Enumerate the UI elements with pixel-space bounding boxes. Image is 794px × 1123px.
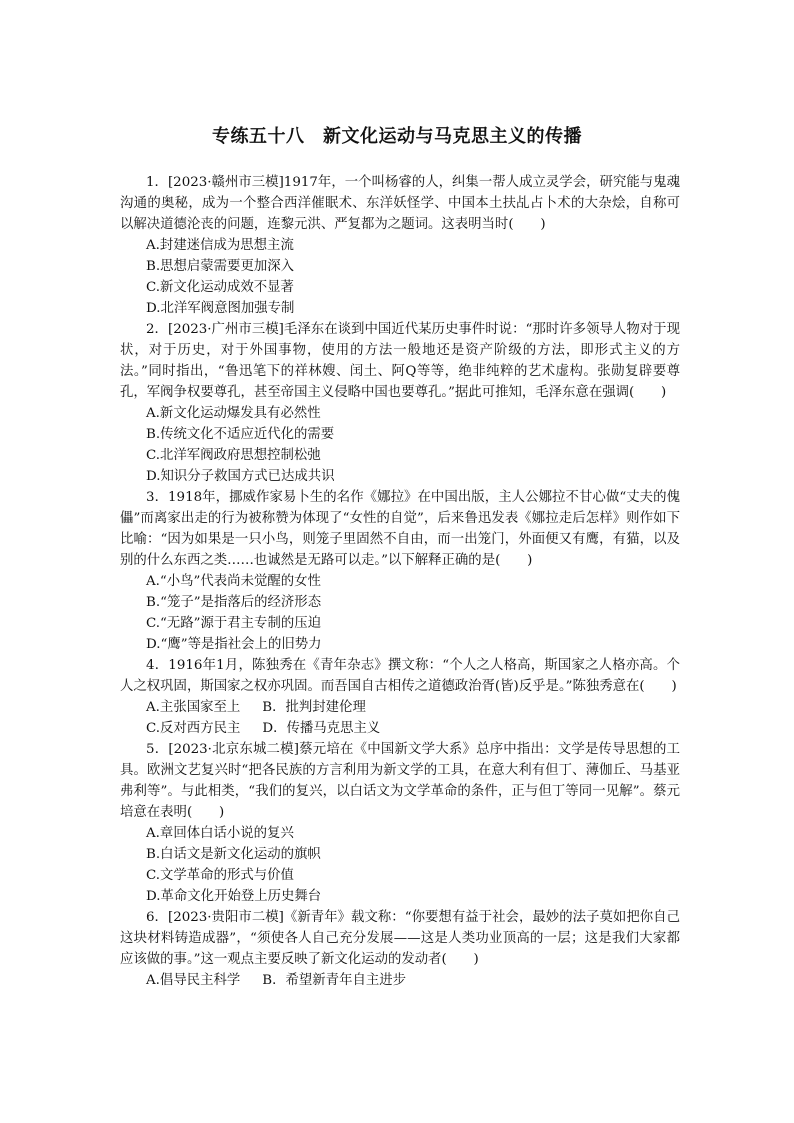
option-d: D.革命文化开始登上历史舞台 [146, 889, 322, 904]
option-row [120, 970, 680, 991]
option-d: D．传播马克思主义 [262, 721, 381, 736]
question-stem: 5．[2023·北京东城二模]蔡元培在《中国新文学大系》总序中指出：文学是传导思想的工具。欧洲文艺复兴时“把各民族的方言利用为新文学的工具，在意大利有但丁、薄伽丘、马基亚弗利等”。与此相类，“我们的复兴，以白话文为文学革命的条件，正与但丁等同一见解”。蔡元培意在表明( ) [120, 742, 680, 820]
option-b: B.白话文是新文化运动的旗帜 [146, 847, 321, 862]
option-b: B.“笼子”是指落后的经济形态 [146, 595, 322, 610]
option-a: A.章回体白话小说的复兴 [146, 826, 294, 841]
question-4 [120, 655, 680, 739]
option-d: D.“鹰”等是指社会上的旧势力 [146, 637, 322, 652]
option-a: A.“小鸟”代表尚未觉醒的女性 [146, 574, 321, 589]
page-title: 专练五十八 新文化运动与马克思主义的传播 [212, 126, 582, 147]
option-c: C.新文化运动成效不显著 [146, 280, 294, 295]
option-a: A.主张国家至上 [146, 700, 241, 715]
question-2 [120, 319, 680, 487]
option-b: B.思想启蒙需要更加深入 [146, 259, 295, 274]
question-stem: 2．[2023·广州市三模]毛泽东在谈到中国近代某历史事件时说：“那时许多领导人物对于现状，对于历史，对于外国事物，使用的方法一般地还是资产阶级的方法，即形式主义的方法。”同时指出，“鲁迅笔下的祥林嫂、闰土、阿Q等等，绝非纯粹的艺术虚构。张勋复辟要尊孔，军阀争权要尊孔，甚至帝国主义侵略中国也要尊孔。”据此可推知，毛泽东意在强调( ) [120, 322, 680, 400]
option-b: B．批判封建伦理 [262, 700, 366, 715]
option-a: A.新文化运动爆发具有必然性 [146, 406, 321, 421]
option-c: C.北洋军阀政府思想控制松弛 [146, 448, 321, 463]
option-c: C.反对西方民主 [146, 721, 241, 736]
question-stem: 4．1916年1月，陈独秀在《青年杂志》撰文称：“个人之人格高，斯国家之人格亦高。个人之权巩固，斯国家之权亦巩固。而吾国自古相传之道德政治胥(皆)反乎是。”陈独秀意在( ) [120, 658, 680, 694]
option-b: B.传统文化不适应近代化的需要 [146, 427, 335, 442]
question-stem: 6．[2023·贵阳市二模]《新青年》载文称：“你要想有益于社会，最妙的法子莫如把你自己这块材料铸造成器”，“须使各人自己充分发展——这是人类功业顶高的一层；这是我们大家都应该做的事。”这一观点主要反映了新文化运动的发动者( ) [120, 910, 680, 967]
option-row [120, 697, 680, 718]
option-d: D.北洋军阀意图加强专制 [146, 301, 295, 316]
option-c: C.“无路”源于君主专制的压迫 [146, 616, 322, 631]
question-1 [120, 172, 680, 319]
question-stem: 1．[2023·赣州市三模]1917年，一个叫杨睿的人，纠集一帮人成立灵学会，研究能与鬼魂沟通的奥秘，成为一个整合西洋催眠术、东洋妖怪学、中国本土扶乩占卜术的大杂烩，自称可以解决道德沦丧的问题，连黎元洪、严复都为之题词。这表明当时( ) [120, 175, 680, 232]
question-stem: 3．1918年，挪威作家易卜生的名作《娜拉》在中国出版，主人公娜拉不甘心做“丈夫的傀儡”而离家出走的行为被称赞为体现了“女性的自觉”，后来鲁迅发表《娜拉走后怎样》则作如下比喻：“因为如果是一只小鸟，则笼子里固然不自由，而一出笼门，外面便又有鹰，有猫，以及别的什么东西之类……也诚然是无路可以走。”以下解释正确的是( ) [120, 490, 680, 568]
option-row [120, 718, 680, 739]
option-d: D.知识分子救国方式已达成共识 [146, 469, 335, 484]
option-a: A.倡导民主科学 [146, 973, 241, 988]
question-6 [120, 907, 680, 991]
question-list [120, 172, 680, 991]
option-c: C.文学革命的形式与价值 [146, 868, 294, 883]
option-a: A.封建迷信成为思想主流 [146, 238, 294, 253]
question-5 [120, 739, 680, 907]
question-3 [120, 487, 680, 655]
option-b: B．希望新青年自主进步 [262, 973, 407, 988]
